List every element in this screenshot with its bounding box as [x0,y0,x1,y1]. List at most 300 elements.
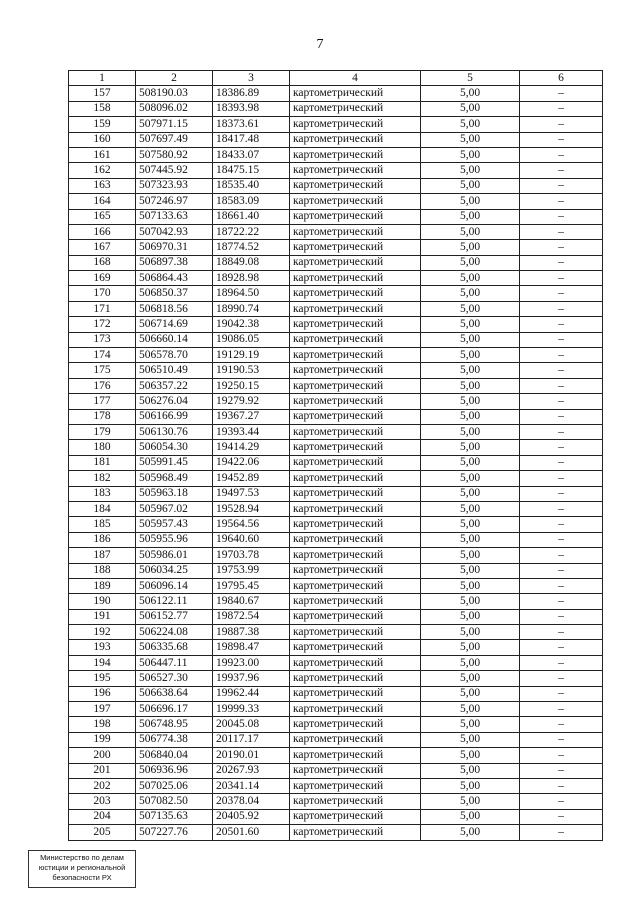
table-cell: 507135.63 [136,809,213,824]
table-cell: 195 [69,671,136,686]
table-cell: 183 [69,486,136,501]
table-cell: 5,00 [421,809,520,824]
table-cell: – [520,86,603,101]
table-cell: 506510.49 [136,363,213,378]
table-cell: 19898.47 [213,640,290,655]
table-cell: 5,00 [421,578,520,593]
table-cell: 5,00 [421,594,520,609]
table-cell: 508190.03 [136,86,213,101]
table-cell: 205 [69,825,136,840]
table-row [69,471,603,486]
table-cell: 506224.08 [136,625,213,640]
table-cell: 5,00 [421,517,520,532]
table-cell: 20190.01 [213,748,290,763]
table-row [69,394,603,409]
table-cell: 166 [69,224,136,239]
table-cell: 507971.15 [136,117,213,132]
table-row [69,794,603,809]
table-cell: 5,00 [421,548,520,563]
table-cell: картометрический [290,332,421,347]
table-cell: – [520,809,603,824]
table-cell: картометрический [290,132,421,147]
table-cell: картометрический [290,301,421,316]
table-cell: – [520,394,603,409]
table-cell: картометрический [290,517,421,532]
table-cell: 20405.92 [213,809,290,824]
table-cell: картометрический [290,240,421,255]
column-header: 3 [213,71,290,86]
table-cell: 507082.50 [136,794,213,809]
table-cell: 506864.43 [136,271,213,286]
table-cell: 159 [69,117,136,132]
table-cell: 5,00 [421,625,520,640]
table-cell: картометрический [290,471,421,486]
table-cell: 18417.48 [213,132,290,147]
table-cell: 506638.64 [136,686,213,701]
table-cell: – [520,117,603,132]
table-cell: 190 [69,594,136,609]
stamp-line: безопасности РХ [52,873,112,882]
table-cell: картометрический [290,825,421,840]
table-cell: – [520,286,603,301]
table-cell: – [520,471,603,486]
table-cell: 5,00 [421,825,520,840]
table-cell: картометрический [290,578,421,593]
table-cell: 5,00 [421,794,520,809]
table-cell: 5,00 [421,671,520,686]
table-cell: 5,00 [421,117,520,132]
table-cell: 176 [69,378,136,393]
table-cell: 170 [69,286,136,301]
table-cell: 19753.99 [213,563,290,578]
table-cell: 19250.15 [213,378,290,393]
table-cell: картометрический [290,178,421,193]
table-cell: 20045.08 [213,717,290,732]
table-cell: картометрический [290,655,421,670]
table-cell: 506122.11 [136,594,213,609]
stamp-line: Министерство по делам [40,853,124,862]
table-cell: 5,00 [421,240,520,255]
table-cell: картометрический [290,255,421,270]
table-cell: картометрический [290,501,421,516]
table-cell: – [520,686,603,701]
table-cell: 507042.93 [136,224,213,239]
table-cell: 19190.53 [213,363,290,378]
table-cell: картометрический [290,117,421,132]
table-cell: картометрический [290,594,421,609]
table-cell: картометрический [290,224,421,239]
table-cell: 5,00 [421,732,520,747]
table-row [69,117,603,132]
table-cell: 5,00 [421,163,520,178]
table-row [69,147,603,162]
table-cell: 184 [69,501,136,516]
table-body [69,86,603,840]
table-row [69,301,603,316]
table-cell: – [520,625,603,640]
table-cell: 5,00 [421,471,520,486]
table-cell: 20501.60 [213,825,290,840]
table-cell: 19367.27 [213,409,290,424]
table-cell: 5,00 [421,609,520,624]
table-cell: 506840.04 [136,748,213,763]
table-cell: картометрический [290,625,421,640]
table-row [69,563,603,578]
page-number: 7 [316,37,324,52]
table-cell: – [520,609,603,624]
table-cell: 506696.17 [136,702,213,717]
table-row [69,86,603,101]
table-cell: картометрический [290,609,421,624]
table-cell: картометрический [290,424,421,439]
table-cell: 171 [69,301,136,316]
table-cell: картометрический [290,209,421,224]
table-cell: 507227.76 [136,825,213,840]
table-cell: 18535.40 [213,178,290,193]
table-row [69,163,603,178]
table-cell: 180 [69,440,136,455]
table-cell: – [520,578,603,593]
table-row [69,578,603,593]
table-cell: 5,00 [421,655,520,670]
table-cell: – [520,178,603,193]
table-cell: 506166.99 [136,409,213,424]
table-cell: 5,00 [421,271,520,286]
table-cell: – [520,348,603,363]
table-cell: 507580.92 [136,147,213,162]
table-cell: – [520,409,603,424]
table-cell: 5,00 [421,486,520,501]
table-cell: 5,00 [421,640,520,655]
table-cell: – [520,825,603,840]
table-cell: картометрический [290,532,421,547]
table-cell: картометрический [290,394,421,409]
table-cell: 506660.14 [136,332,213,347]
table-cell: 19497.53 [213,486,290,501]
table-cell: – [520,486,603,501]
table-cell: 181 [69,455,136,470]
table-row [69,378,603,393]
table-cell: 173 [69,332,136,347]
table-cell: 200 [69,748,136,763]
table-cell: – [520,440,603,455]
table-row [69,625,603,640]
table-cell: – [520,748,603,763]
table-cell: 5,00 [421,101,520,116]
table-row [69,809,603,824]
table-cell: – [520,455,603,470]
table-cell: 506152.77 [136,609,213,624]
table-cell: – [520,671,603,686]
table-cell: 169 [69,271,136,286]
table-cell: 505963.18 [136,486,213,501]
table-cell: 18990.74 [213,301,290,316]
table-cell: 188 [69,563,136,578]
table-cell: 505968.49 [136,471,213,486]
table-cell: – [520,301,603,316]
table-cell: – [520,255,603,270]
table-cell: 203 [69,794,136,809]
table-row [69,486,603,501]
table-cell: картометрический [290,409,421,424]
table-cell: – [520,655,603,670]
table-cell: 505991.45 [136,455,213,470]
table-cell: – [520,778,603,793]
table-cell: картометрический [290,163,421,178]
table-row [69,332,603,347]
table-cell: 172 [69,317,136,332]
table-cell: 507445.92 [136,163,213,178]
table-cell: – [520,794,603,809]
table-cell: – [520,363,603,378]
table-cell: картометрический [290,286,421,301]
table-row [69,609,603,624]
table-cell: 5,00 [421,702,520,717]
table-cell: картометрический [290,455,421,470]
table-cell: картометрический [290,147,421,162]
table-row [69,440,603,455]
table-row [69,532,603,547]
table-cell: 505955.96 [136,532,213,547]
table-cell: 507697.49 [136,132,213,147]
table-cell: 5,00 [421,409,520,424]
table-row [69,517,603,532]
table-cell: 192 [69,625,136,640]
table-cell: 5,00 [421,255,520,270]
table-row [69,286,603,301]
table-cell: 19962.44 [213,686,290,701]
table-cell: картометрический [290,686,421,701]
table-row [69,132,603,147]
table-cell: – [520,532,603,547]
table-header-row [69,71,603,86]
table-row [69,455,603,470]
table-cell: 202 [69,778,136,793]
table-cell: 5,00 [421,563,520,578]
table-row [69,317,603,332]
table-cell: 18849.08 [213,255,290,270]
table-cell: 506850.37 [136,286,213,301]
table-cell: 506748.95 [136,717,213,732]
table-cell: 506897.38 [136,255,213,270]
table-cell: 507323.93 [136,178,213,193]
table-cell: 5,00 [421,717,520,732]
column-header: 1 [69,71,136,86]
table-cell: – [520,732,603,747]
table-cell: 179 [69,424,136,439]
table-row [69,255,603,270]
table-cell: 5,00 [421,132,520,147]
table-cell: картометрический [290,317,421,332]
table-row [69,271,603,286]
table-cell: 19086.05 [213,332,290,347]
table-row [69,717,603,732]
column-header: 5 [421,71,520,86]
column-header: 6 [520,71,603,86]
ministry-stamp [28,850,136,888]
table-row [69,178,603,193]
table-cell: 5,00 [421,501,520,516]
table-cell: 505986.01 [136,548,213,563]
table-cell: 5,00 [421,778,520,793]
column-header: 4 [290,71,421,86]
table-cell: 5,00 [421,686,520,701]
table-cell: – [520,317,603,332]
table-cell: картометрический [290,363,421,378]
table-cell: 19640.60 [213,532,290,547]
table-cell: 19528.94 [213,501,290,516]
table-cell: 5,00 [421,332,520,347]
table-cell: – [520,517,603,532]
table-cell: 164 [69,194,136,209]
table-cell: 5,00 [421,532,520,547]
table-cell: картометрический [290,348,421,363]
table-cell: – [520,594,603,609]
table-row [69,363,603,378]
table-cell: картометрический [290,548,421,563]
table-row [69,655,603,670]
table-row [69,763,603,778]
table-cell: – [520,332,603,347]
table-cell: 189 [69,578,136,593]
table-cell: 162 [69,163,136,178]
table-cell: 193 [69,640,136,655]
table-row [69,671,603,686]
table-cell: картометрический [290,778,421,793]
table-cell: 506818.56 [136,301,213,316]
table-cell: 506357.22 [136,378,213,393]
table-cell: 187 [69,548,136,563]
table-cell: 157 [69,86,136,101]
table-cell: 506774.38 [136,732,213,747]
table-cell: 506096.14 [136,578,213,593]
table-cell: – [520,209,603,224]
table-cell: картометрический [290,101,421,116]
table-cell: – [520,640,603,655]
table-cell: 508096.02 [136,101,213,116]
table-cell: 20117.17 [213,732,290,747]
table-cell: – [520,424,603,439]
table-cell: 506527.30 [136,671,213,686]
table-cell: 198 [69,717,136,732]
table-cell: 5,00 [421,209,520,224]
table-cell: – [520,194,603,209]
table-cell: 5,00 [421,301,520,316]
table-cell: 161 [69,147,136,162]
table-cell: 197 [69,702,136,717]
table-cell: картометрический [290,640,421,655]
table-cell: 18722.22 [213,224,290,239]
table-cell: 18583.09 [213,194,290,209]
table-cell: картометрический [290,702,421,717]
table-cell: 204 [69,809,136,824]
table-cell: картометрический [290,378,421,393]
table-cell: 5,00 [421,194,520,209]
column-header: 2 [136,71,213,86]
table-cell: – [520,163,603,178]
table-cell: 18386.89 [213,86,290,101]
table-cell: картометрический [290,440,421,455]
table-cell: 18433.07 [213,147,290,162]
table-cell: 19923.00 [213,655,290,670]
table-cell: 5,00 [421,394,520,409]
table-cell: 5,00 [421,348,520,363]
table-row [69,424,603,439]
table-cell: – [520,501,603,516]
table-cell: 5,00 [421,224,520,239]
table-row [69,732,603,747]
table-cell: 506054.30 [136,440,213,455]
table-cell: 19393.44 [213,424,290,439]
table-cell: 5,00 [421,455,520,470]
table-cell: 5,00 [421,317,520,332]
table-cell: 19042.38 [213,317,290,332]
table-row [69,409,603,424]
table-cell: 506970.31 [136,240,213,255]
table-cell: 5,00 [421,378,520,393]
table-cell: 19279.92 [213,394,290,409]
table-cell: 5,00 [421,748,520,763]
table-row [69,778,603,793]
table-cell: 5,00 [421,86,520,101]
table-cell: 19422.06 [213,455,290,470]
table-cell: 20378.04 [213,794,290,809]
coordinates-table [68,70,603,841]
table-row [69,501,603,516]
table-cell: – [520,240,603,255]
table-row [69,640,603,655]
table-cell: 191 [69,609,136,624]
table-cell: картометрический [290,86,421,101]
table-cell: 178 [69,409,136,424]
table-cell: 5,00 [421,763,520,778]
table-cell: 19129.19 [213,348,290,363]
table-row [69,209,603,224]
table-cell: 18661.40 [213,209,290,224]
table-cell: – [520,147,603,162]
table-cell: картометрический [290,732,421,747]
table-cell: – [520,702,603,717]
table-row [69,686,603,701]
table-row [69,101,603,116]
table-row [69,194,603,209]
table-cell: 506276.04 [136,394,213,409]
table-cell: – [520,378,603,393]
table-cell: 18475.15 [213,163,290,178]
table-cell: картометрический [290,794,421,809]
table-cell: 186 [69,532,136,547]
table-cell: 505967.02 [136,501,213,516]
table-cell: 506936.96 [136,763,213,778]
table-cell: 19937.96 [213,671,290,686]
table-cell: 163 [69,178,136,193]
table-cell: картометрический [290,671,421,686]
table-cell: – [520,132,603,147]
table-cell: – [520,563,603,578]
table-row [69,548,603,563]
table-cell: 19887.38 [213,625,290,640]
table-row [69,348,603,363]
table-cell: картометрический [290,763,421,778]
table-cell: 175 [69,363,136,378]
table-cell: 168 [69,255,136,270]
table-cell: 185 [69,517,136,532]
table-cell: 199 [69,732,136,747]
table-cell: 506335.68 [136,640,213,655]
table-cell: 18928.98 [213,271,290,286]
table-cell: картометрический [290,748,421,763]
table-cell: 201 [69,763,136,778]
